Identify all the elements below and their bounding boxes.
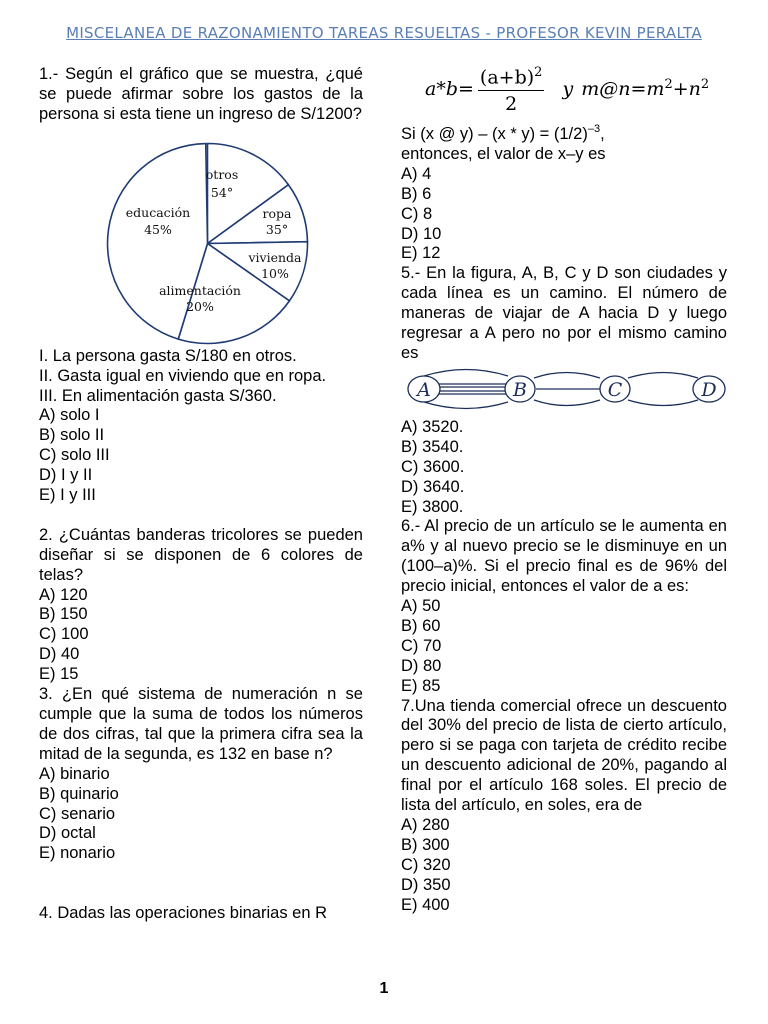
q2-option-c: C) 100 — [39, 625, 89, 644]
q1-option-e: E) I y III — [39, 486, 96, 505]
q2-option-e: E) 15 — [39, 665, 79, 684]
q6-option-c: C) 70 — [401, 636, 442, 655]
q2-option-d: D) 40 — [39, 645, 80, 664]
expenses-pie-chart — [105, 141, 310, 346]
binary-operations-formula — [425, 65, 709, 115]
q6-option-a: A) 50 — [401, 597, 441, 616]
q1-option-d: D) I y II — [39, 466, 93, 485]
formula-m-op: m@n=m — [581, 78, 665, 101]
formula-numerator: (a+b) — [479, 66, 535, 89]
formula-numerator-exponent: 2 — [534, 65, 543, 80]
q5-option-b: B) 3540. — [401, 437, 464, 456]
slice-value-otros: 54° — [210, 185, 234, 200]
q6-option-e: E) 85 — [401, 676, 441, 695]
q4-option-b: B) 6 — [401, 184, 432, 203]
q5-option-c: C) 3600. — [401, 457, 465, 476]
slice-value-alimentacion: 20% — [186, 299, 214, 314]
q4-option-a: A) 4 — [401, 164, 432, 183]
route-cd-bottom — [628, 400, 698, 406]
formula-conjunction: y — [562, 78, 574, 101]
slice-label-educacion: educación — [125, 205, 191, 220]
slice-label-vivienda: vivienda — [248, 250, 302, 265]
route-cd-top — [628, 373, 698, 379]
q3-option-b: B) quinario — [39, 784, 119, 803]
q4-condition-comma: , — [600, 125, 605, 143]
page-number: 1 — [379, 980, 389, 997]
formula-lhs: a*b= — [425, 78, 474, 101]
document-header: MISCELANEA DE RAZONAMIENTO TAREAS RESUELTAS - PROFESOR KEVIN PERALTA — [66, 24, 702, 42]
q6-option-b: B) 60 — [401, 616, 441, 635]
q7-option-c: C) 320 — [401, 855, 451, 874]
q3-option-c: C) senario — [39, 804, 116, 823]
q5-option-a: A) 3520. — [401, 417, 464, 436]
question-7-text: 7.Una tienda comercial ofrece un descuento del 30% del precio de lista de cierto artículo, pero si se paga con tarjeta de crédito recibe un descuento adicional de 20%, pagando al final por el artículo 168 soles. El precio de lista del artículo, en soles, era de — [401, 696, 727, 815]
node-c-label: C — [607, 379, 623, 401]
q4-condition-exponent: –3 — [587, 123, 601, 135]
node-b-label: B — [513, 379, 527, 401]
q4-option-d: D) 10 — [401, 224, 442, 243]
question-4-text: 4. Dadas las operaciones binarias en R — [39, 904, 328, 923]
q1-option-c: C) solo III — [39, 446, 110, 465]
q3-option-e: E) nonario — [39, 844, 116, 863]
route-ab-bottom — [424, 402, 508, 409]
formula-denominator: 2 — [505, 93, 518, 116]
q5-option-e: E) 3800. — [401, 497, 464, 516]
route-bc-bottom — [534, 400, 600, 406]
route-lines — [424, 370, 698, 409]
slice-label-alimentacion: alimentación — [159, 283, 241, 298]
q4-question: entonces, el valor de x–y es — [401, 144, 606, 163]
q1-statement-1: I. La persona gasta S/180 en otros. — [39, 346, 297, 365]
q1-statement-3: III. En alimentación gasta S/360. — [39, 386, 277, 405]
slice-value-vivienda: 10% — [261, 266, 289, 281]
slice-value-ropa: 35° — [265, 222, 289, 237]
formula-m-exponent: 2 — [664, 76, 673, 92]
slice-value-educacion: 45% — [144, 222, 172, 237]
city-routes-diagram — [406, 366, 728, 412]
route-bc-top — [534, 373, 600, 379]
formula-n-exponent: 2 — [700, 76, 710, 92]
q4-condition-text: Si (x @ y) – (x * y) = (1/2) — [401, 125, 588, 143]
right-column — [401, 125, 727, 916]
slice-label-ropa: ropa — [262, 206, 292, 221]
q7-option-e: E) 400 — [401, 895, 450, 914]
q1-option-a: A) solo I — [39, 406, 100, 425]
q3-option-d: D) octal — [39, 824, 96, 843]
q7-option-d: D) 350 — [401, 875, 451, 894]
q7-option-b: B) 300 — [401, 835, 450, 854]
q4-option-c: C) 8 — [401, 204, 433, 223]
route-ab-top — [424, 370, 508, 377]
q1-option-b: B) solo II — [39, 426, 105, 445]
q4-option-e: E) 12 — [401, 244, 441, 263]
node-a-label: A — [417, 379, 431, 401]
q5-option-d: D) 3640. — [401, 477, 465, 496]
q3-option-a: A) binario — [39, 764, 110, 783]
q2-option-a: A) 120 — [39, 585, 88, 604]
slice-label-otros: otros — [205, 167, 239, 182]
q2-option-b: B) 150 — [39, 605, 88, 624]
question-6-text: 6.- Al precio de un artículo se le aumenta en a% y al nuevo precio se le disminuye en un (100–a)%. Si el precio final es de 96% del precio inicial, entonces el valor de a es: — [401, 517, 727, 596]
question-5-text: 5.- En la figura, A, B, C y D son ciudades y cada línea es un camino. El número de maneras de viajar de A hacia D y luego regresar a A pero no por el mismo camino es — [401, 264, 727, 362]
q6-option-d: D) 80 — [401, 656, 442, 675]
formula-plus-n: +n — [672, 78, 701, 101]
question-2-text: 2. ¿Cuántas banderas tricolores se pueden diseñar si se disponen de 6 colores de telas? — [39, 525, 363, 584]
node-d-label: D — [701, 379, 717, 401]
q7-option-a: A) 280 — [401, 816, 450, 834]
q1-statement-2: II. Gasta igual en viviendo que en ropa. — [39, 366, 327, 385]
q4-condition — [401, 125, 727, 145]
question-1-text: 1.- Según el gráfico que se muestra, ¿qué se puede afirmar sobre los gastos de la persona si esta tiene un ingreso de S/1200? — [39, 65, 363, 123]
question-3-text: 3. ¿En qué sistema de numeración n se cumple que la suma de todos los números de dos cifras, tal que la primera cifra sea la mitad de la segunda, es 132 en base n? — [39, 685, 363, 763]
formula-fraction — [478, 65, 545, 115]
